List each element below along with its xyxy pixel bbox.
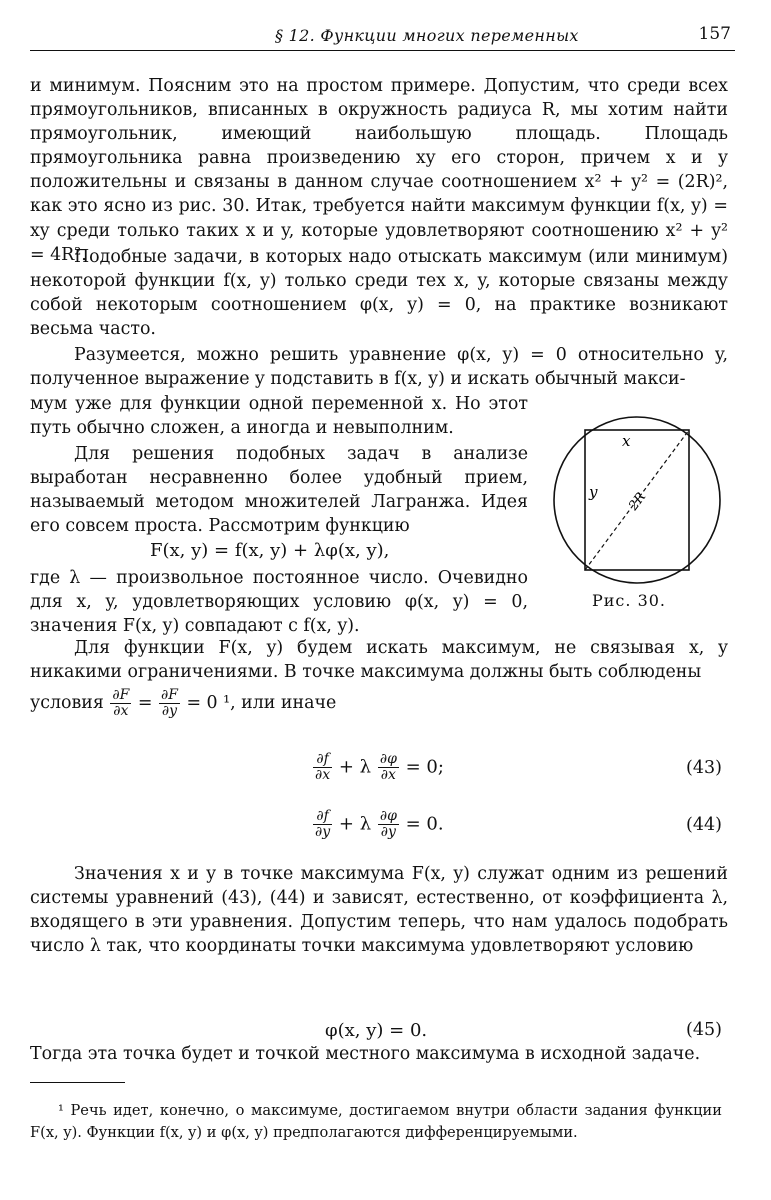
paragraph-substitution-cont: мум уже для функции одной переменной x. Но этот путь обычно сложен, а иногда и невыполним. bbox=[30, 394, 528, 439]
eq43-rhs: = 0; bbox=[405, 756, 444, 778]
conditions-line bbox=[30, 688, 336, 719]
paragraph-lambda-definition: где λ — произвольное постоянное число. Очевидно для x, y, удовлетворяющих условию φ(x, y) = 0, значения F(x, y) совпадают с f(x, y). bbox=[30, 568, 528, 637]
footnote: ¹ Речь идет, конечно, о максимуме, достигаемом внутри области задания функции F(x, y). Функции f(x, y) и φ(x, y) предполагаются дифференцируемыми. bbox=[30, 1102, 722, 1141]
page-header bbox=[30, 22, 735, 51]
figure-inscribed-rectangle bbox=[552, 415, 722, 585]
equation-44 bbox=[312, 809, 444, 840]
eq44-rhs: = 0. bbox=[405, 813, 444, 835]
paragraph-substitution: Разумеется, можно решить уравнение φ(x, y) = 0 относительно y, полученное выражение y подставить в f(x, y) и искать обычный макси- bbox=[30, 345, 728, 390]
paragraph-constraint-problems: Подобные задачи, в которых надо отыскать максимум (или минимум) некоторой функции f(x, y) только среди тех x, y, которые связаны между собой некоторым соотношением φ(x, y) = 0, на практике возникают весьма часто. bbox=[30, 247, 728, 340]
paragraph-lagrange-method: Для решения подобных задач в анализе выработан несравненно более удобный прием, называемый методом множителей Лагранжа. Идея его совсем проста. Рассмотрим функцию bbox=[30, 444, 528, 537]
figure-label-y: y bbox=[589, 483, 598, 501]
figure-label-x: x bbox=[622, 432, 631, 450]
conditions-tail: = 0 ¹, или иначе bbox=[186, 693, 337, 713]
running-head: § 12. Функции многих переменных bbox=[275, 26, 579, 45]
conditions-lead: условия bbox=[30, 693, 104, 713]
footnote-rule bbox=[30, 1082, 125, 1083]
fraction-dphi-dx: $\frac{\partial\varphi}{\partial x}$ bbox=[379, 751, 397, 783]
fraction-df-dx: $\frac{\partial f}{\partial x}$ bbox=[315, 751, 331, 783]
fraction-dphi-dy: $\frac{\partial\varphi}{\partial y}$ bbox=[379, 808, 397, 840]
equation-number-44: (44) bbox=[686, 815, 722, 835]
figure-label-2r: 2R bbox=[626, 489, 650, 514]
fraction-df-dy: $\frac{\partial f}{\partial y}$ bbox=[315, 808, 331, 840]
paragraph-rectangle-example: и минимум. Поясним это на простом примере. Допустим, что среди всех прямоугольников, вписанных в окружность радиуса R, мы хотим найти прямоугольник, имеющий наибольшую площадь. Площадь прямоугольника равна произведению xy его сторон, причем x и y положительны и связаны в данном случае соотношением x² + y² = (2R)², как это ясно из рис. 30. Итак, требуется найти максимум функции f(x, y) = xy среди только таких x и y, которые удовлетворяют соотношению x² + y² = 4R². bbox=[30, 76, 728, 265]
paragraph-unconstrained-maximum: Для функции F(x, y) будем искать максимум, не связывая x, y никакими ограничениями. В точке максимума должны быть соблюдены bbox=[30, 638, 728, 683]
eq44-plus-lambda: + λ bbox=[338, 813, 372, 835]
page-number: 157 bbox=[698, 24, 731, 44]
equation-number-43: (43) bbox=[686, 758, 722, 778]
equation-45: φ(x, y) = 0. bbox=[325, 1020, 428, 1041]
conditions-equals: = bbox=[137, 693, 153, 713]
equation-number-45: (45) bbox=[686, 1020, 722, 1040]
eq43-plus-lambda: + λ bbox=[338, 756, 372, 778]
figure-caption: Рис. 30. bbox=[592, 591, 667, 610]
paragraph-conclusion: Тогда эта точка будет и точкой местного максимума в исходной задаче. bbox=[30, 1044, 701, 1064]
fraction-dF-dy: $\frac{\partial F}{\partial y}$ bbox=[160, 687, 178, 719]
paragraph-system-solutions: Значения x и y в точке максимума F(x, y) служат одним из решений системы уравнений (43), (44) и зависят, естественно, от коэффициента λ, входящего в эти уравнения. Допустим теперь, что нам удалось подобрать число λ так, что координаты точки максимума удовлетворяют условию bbox=[30, 864, 728, 957]
fraction-dF-dx: $\frac{\partial F}{\partial x}$ bbox=[112, 687, 130, 719]
formula-lagrange-function: F(x, y) = f(x, y) + λφ(x, y), bbox=[150, 540, 390, 561]
equation-43 bbox=[312, 752, 444, 783]
